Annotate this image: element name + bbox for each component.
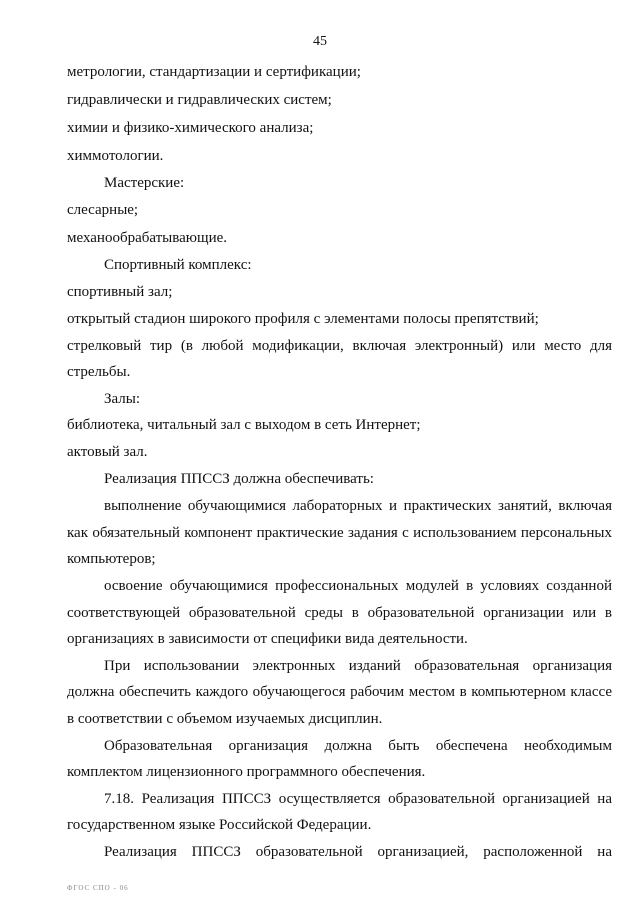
text-line: организациях в зависимости от специфики вида деятельности. <box>67 631 468 647</box>
paragraph-start: При использовании электронных изданий образовательная организация <box>104 658 612 674</box>
paragraph-start: Реализация ППССЗ образовательной организацией, расположенной на <box>104 844 612 860</box>
text-line: открытый стадион широкого профиля с элементами полосы препятствий; <box>67 311 539 327</box>
paragraph-start: освоение обучающимися профессиональных модулей в условиях созданной <box>104 578 612 594</box>
text-line: спортивный зал; <box>67 284 173 300</box>
text-line: стрелковый тир (в любой модификации, включая электронный) или место для <box>67 338 612 354</box>
text-line: гидравлически и гидравлических систем; <box>67 92 332 108</box>
text-line: как обязательный компонент практические задания с использованием персональных <box>67 525 612 541</box>
text-line: химии и физико-химического анализа; <box>67 120 314 136</box>
text-line: соответствующей образовательной среды в образовательной организации или в <box>67 605 612 621</box>
paragraph-start: 7.18. Реализация ППССЗ осуществляется образовательной организацией на <box>104 791 612 807</box>
paragraph-start: Реализация ППССЗ должна обеспечивать: <box>104 471 374 487</box>
text-line: химмотологии. <box>67 148 164 164</box>
text-line: компьютеров; <box>67 551 156 567</box>
text-line: государственном языке Российской Федерации. <box>67 817 372 833</box>
paragraph-start: выполнение обучающимися лабораторных и практических занятий, включая <box>104 498 612 514</box>
text-line: стрельбы. <box>67 364 131 380</box>
text-line: актовый зал. <box>67 444 148 460</box>
text-line: библиотека, читальный зал с выходом в сеть Интернет; <box>67 417 421 433</box>
footer-mark: ФГОС СПО - 06 <box>67 884 129 892</box>
paragraph-start: Образовательная организация должна быть обеспечена необходимым <box>104 738 612 754</box>
text-line: должна обеспечить каждого обучающегося рабочим местом в компьютерном классе <box>67 684 612 700</box>
section-heading: Спортивный комплекс: <box>104 257 252 273</box>
section-heading: Мастерские: <box>104 175 185 191</box>
text-line: слесарные; <box>67 202 139 218</box>
section-heading: Залы: <box>104 391 141 407</box>
page-number: 45 <box>313 34 327 49</box>
text-line: в соответствии с объемом изучаемых дисциплин. <box>67 711 383 727</box>
text-line: механообрабатывающие. <box>67 230 227 246</box>
text-line: метрологии, стандартизации и сертификации; <box>67 64 361 80</box>
text-line: комплектом лицензионного программного обеспечения. <box>67 764 426 780</box>
